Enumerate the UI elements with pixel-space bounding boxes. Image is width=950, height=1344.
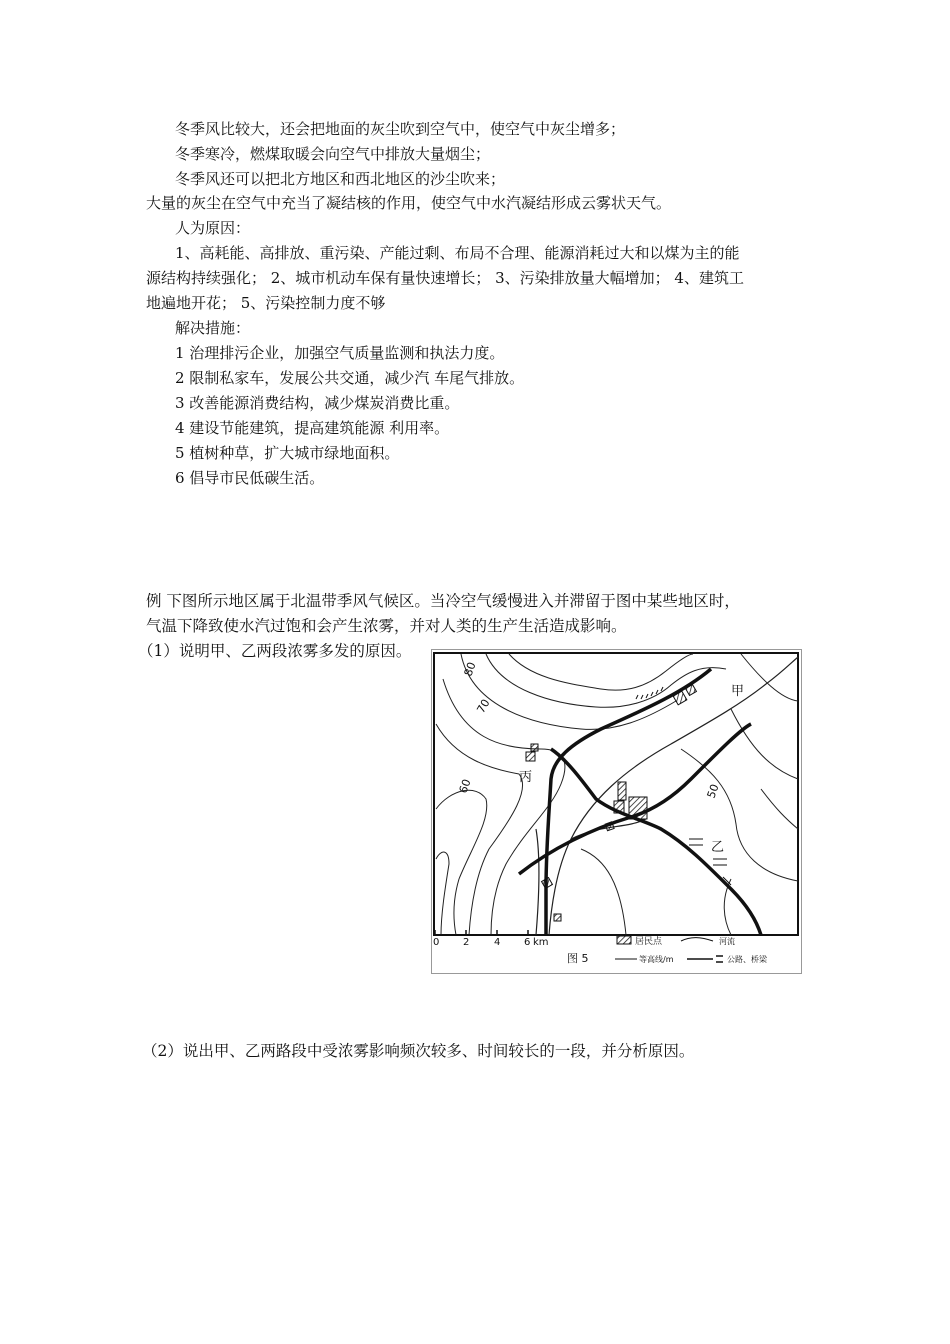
paragraph-line: 地遍地开花； 5、污染控制力度不够 <box>146 294 386 312</box>
legend-settlement-label: 居民点 <box>635 937 663 947</box>
list-item: 4 建设节能建筑，提高建筑能源 利用率。 <box>175 419 450 437</box>
list-item: 5 植树种草，扩大城市绿地面积。 <box>175 444 400 462</box>
example-text: 气温下降致使水汽过饱和会产生浓雾，并对人类的生产生活造成影响。 <box>146 617 627 635</box>
scale-tick-0: 0 <box>433 937 440 948</box>
legend-river-label: 河流 <box>719 937 735 946</box>
paragraph-line: 冬季风还可以把北方地区和西北地区的沙尘吹来； <box>175 170 506 188</box>
contour-label-50: 50 <box>704 782 722 801</box>
contour-label-70: 70 <box>474 696 493 716</box>
place-label-bing: 丙 <box>519 770 533 785</box>
figure-caption: 图 5 <box>567 952 589 965</box>
section-heading: 解决措施： <box>175 319 251 337</box>
paragraph-line: 大量的灰尘在空气中充当了凝结核的作用，使空气中水汽凝结形成云雾状天气。 <box>146 194 672 212</box>
list-item: 3 改善能源消费结构，减少煤炭消费比重。 <box>175 394 460 412</box>
paragraph-line: 1、高耗能、高排放、重污染、产能过剩、布局不合理、能源消耗过大和以煤为主的能 <box>175 244 740 262</box>
place-label-yi: 乙 <box>711 840 725 855</box>
section-heading: 人为原因： <box>175 219 251 237</box>
question-2: （2）说出甲、乙两路段中受浓雾影响频次较多、时间较长的一段，并分析原因。 <box>142 1042 695 1060</box>
topographic-map <box>431 649 802 974</box>
legend-contour-label: 等高线/m <box>639 955 674 964</box>
legend-settlement-swatch <box>617 936 631 944</box>
list-item: 1 治理排污企业，加强空气质量监测和执法力度。 <box>175 344 505 362</box>
contour-label-60: 60 <box>456 777 474 796</box>
paragraph-line: 冬季寒冷，燃煤取暖会向空气中排放大量烟尘； <box>175 145 491 163</box>
example-text: 例 下图所示地区属于北温带季风气候区。当冷空气缓慢进入并滞留于图中某些地区时， <box>146 592 740 610</box>
legend-road-label: 公路、桥梁 <box>727 955 767 964</box>
paragraph-line: 源结构持续强化； 2、城市机动车保有量快速增长； 3、污染排放量大幅增加； 4、建筑工 <box>146 269 744 287</box>
scale-tick-4: 4 <box>494 937 501 948</box>
contour-label-80: 80 <box>461 660 479 679</box>
question-1: （1）说明甲、乙两段浓雾多发的原因。 <box>138 642 412 660</box>
scale-unit: km <box>533 937 549 948</box>
place-label-jia: 甲 <box>731 684 745 699</box>
list-item: 2 限制私家车，发展公共交通，减少汽 车尾气排放。 <box>175 369 525 387</box>
scale-tick-2: 2 <box>463 937 470 948</box>
list-item: 6 倡导市民低碳生活。 <box>175 469 325 487</box>
scale-tick-6: 6 <box>524 937 531 948</box>
paragraph-line: 冬季风比较大，还会把地面的灰尘吹到空气中，使空气中灰尘增多； <box>175 120 626 138</box>
